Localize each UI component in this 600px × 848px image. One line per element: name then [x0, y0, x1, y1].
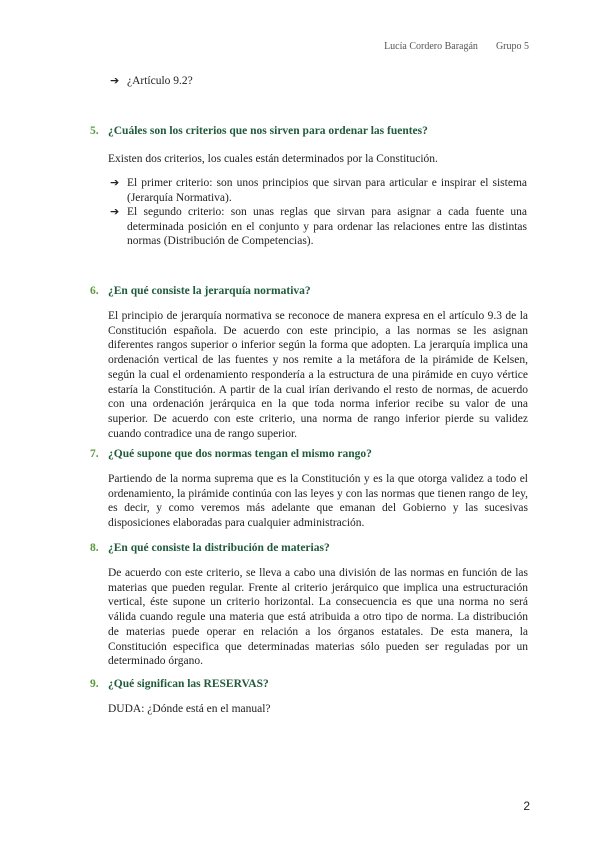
question-number: 7.: [90, 448, 99, 460]
answer-paragraph-6: El principio de jerarquía normativa se reconoce de manera expresa en el artículo 9.3 de la Constitución española. De acuerdo con este principio, a las normas se les asignan diferentes rangos superior o inferior según la forma que adopten. La jerarquía implica una ordenación vertical de las fuentes y nos remite a la metáfora de la pirámide de Kelsen, según la cual el ordenamiento respondería a la estructura de una pirámide en cuyo vértice estaría la Constitución. A partir de la cual irían derivando el resto de normas, de acuerdo con una ordenación jerárquica en la que toda norma inferior recibe su valor de una superior. De acuerdo con este criterio, una norma de rango inferior pierde su validez cuando contradice una de rango superior.: [108, 310, 528, 440]
question-number: 5.: [90, 125, 99, 137]
header-group: Grupo 5: [495, 41, 529, 52]
page-number: 2: [523, 799, 530, 813]
arrow-bullet-icon: ➔: [110, 176, 120, 189]
question-number: 9.: [90, 678, 99, 690]
list-item: ➔ ¿Artículo 9.2?: [110, 74, 193, 87]
question-text: ¿Qué significan las RESERVAS?: [108, 678, 269, 690]
question-text: ¿En qué consiste la jerarquía normativa?: [108, 285, 311, 297]
answer-intro-5: Existen dos criterios, los cuales están determinados por la Constitución.: [108, 153, 438, 165]
arrow-bullet-icon: ➔: [110, 74, 120, 87]
question-number: 6.: [90, 285, 99, 297]
question-text: ¿En qué consiste la distribución de materias?: [108, 542, 330, 554]
answer-paragraph-9: DUDA: ¿Dónde está en el manual?: [108, 703, 271, 715]
header-author: Lucía Cordero Baragán: [384, 41, 478, 52]
arrow-bullet-icon: ➔: [110, 205, 120, 218]
list-item: ➔ El segundo criterio: son unas reglas que sirvan para asignar a cada fuente una determinada posición en el conjunto y para ordenar las relaciones entre las distintas normas (Distribución de Competencias).: [110, 205, 527, 247]
page-header: [384, 41, 529, 52]
list-item: ➔ El primer criterio: son unos principios que sirvan para articular e inspirar el sistema (Jerarquía Normativa).: [110, 176, 527, 204]
answer-paragraph-8: De acuerdo con este criterio, se lleva a cabo una división de las normas en función de las materias que pueden regular. Frente al criterio jerárquico que implica una estructuración vertical, éste supone un criterio horizontal. La consecuencia es que una norma no será válida cuando regule una materia que está atribuida a otro tipo de norma. La distribución de materias puede operar en relación a los órganos estatales. De esta manera, la Constitución especifica que determinadas materias sólo pueden ser reguladas por un determinado órgano.: [108, 567, 528, 668]
question-text: ¿Cuáles son los criterios que nos sirven para ordenar las fuentes?: [108, 125, 428, 137]
question-number: 8.: [90, 542, 99, 554]
answer-paragraph-7: Partiendo de la norma suprema que es la Constitución y es la que otorga validez a todo el ordenamiento, la pirámide continúa con las leyes y con las normas que tienen rango de ley, es decir, y como veremos más adelante que emanan del Gobierno y las sucesivas disposiciones elaboradas para cualquier administración.: [108, 473, 528, 530]
question-text: ¿Qué supone que dos normas tengan el mismo rango?: [108, 448, 372, 460]
